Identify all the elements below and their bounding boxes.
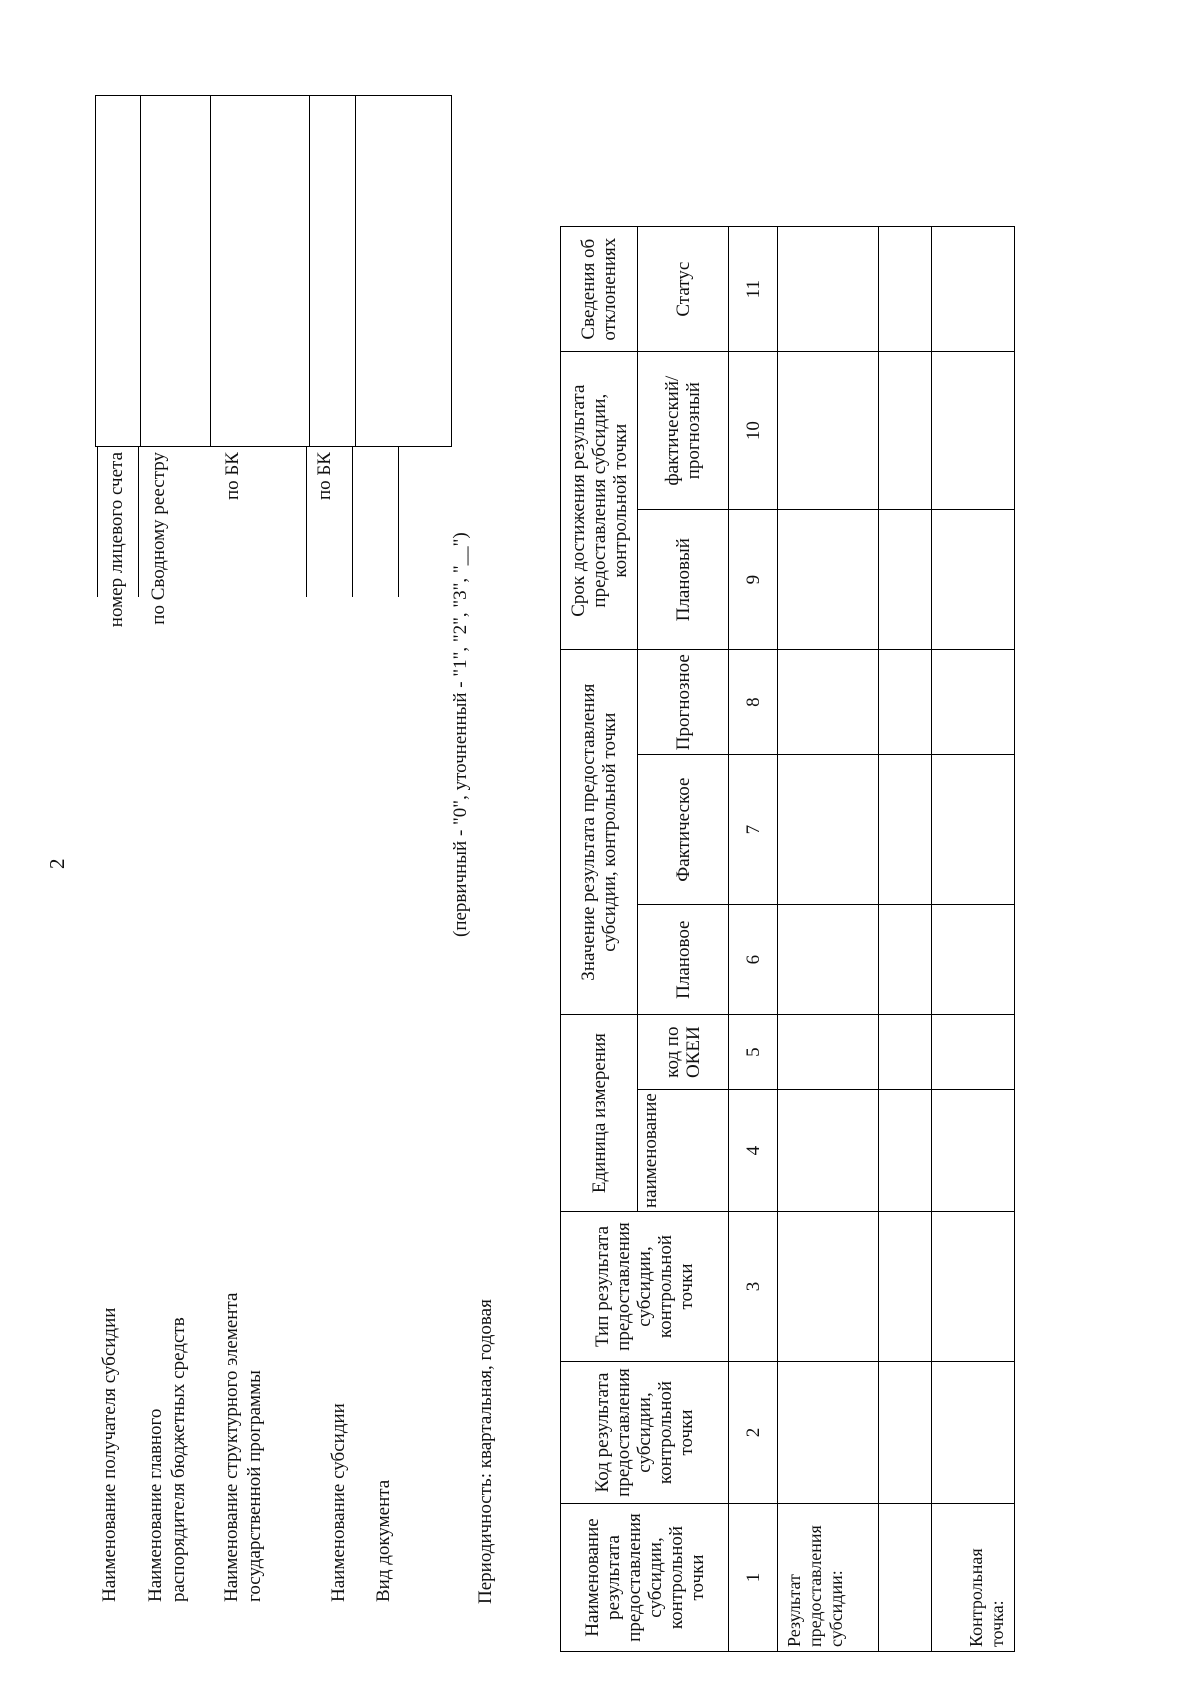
table-cell[interactable] — [778, 905, 879, 1015]
budget-manager-label: Наименование главного распорядителя бюджетных средств — [145, 1317, 189, 1602]
table-cell[interactable] — [879, 905, 932, 1015]
table-cell[interactable] — [778, 650, 879, 755]
table-cell[interactable] — [932, 510, 1015, 650]
doc-type-label: Вид документа — [373, 1479, 394, 1602]
consolidated-registry-label: по Сводному реестру — [148, 452, 169, 625]
code-cell-doc-type — [356, 96, 452, 447]
program-element-line — [306, 447, 307, 597]
table-cell[interactable] — [879, 1504, 932, 1652]
term-plan-header: Плановый — [638, 510, 729, 650]
status-header: Статус — [638, 227, 729, 352]
table-cell[interactable] — [879, 1212, 932, 1362]
value-forecast-header: Прогнозное — [638, 650, 729, 755]
table-cell[interactable] — [879, 650, 932, 755]
table-cell[interactable] — [879, 755, 932, 905]
table-cell[interactable] — [932, 650, 1015, 755]
table-cell[interactable] — [932, 227, 1015, 352]
program-element-label: Наименование структурного элемента государственной программы — [221, 1292, 265, 1602]
codes-box — [95, 95, 452, 447]
control-point-row-label: Контрольная точка: — [932, 1504, 1015, 1652]
table-cell[interactable] — [879, 510, 932, 650]
code-cell-bk-2 — [310, 96, 356, 447]
account-number-label: номер лицевого счета — [106, 452, 127, 628]
table-cell[interactable] — [932, 1015, 1015, 1090]
unit-code-header: код по ОКЕИ — [638, 1015, 729, 1090]
table-cell[interactable] — [932, 755, 1015, 905]
value-fact-header: Фактическое — [638, 755, 729, 905]
col-number: 6 — [729, 905, 778, 1015]
table-cell[interactable] — [932, 352, 1015, 510]
code-cell-account — [96, 96, 141, 447]
table-cell[interactable] — [778, 1090, 879, 1212]
code-cell-bk-1 — [211, 96, 310, 447]
table-cell[interactable] — [879, 1015, 932, 1090]
col-name-header: Наименование результата предоставления субсидии, контрольной точки — [561, 1504, 729, 1652]
periodicity-label: Периодичность: квартальная, годовая — [475, 1299, 496, 1604]
document-variants-note: (первичный - "0", уточненный - "1", "2", "3", "__") — [450, 532, 471, 937]
table-cell[interactable] — [932, 1212, 1015, 1362]
table-cell[interactable] — [778, 227, 879, 352]
subsidy-label: Наименование субсидии — [328, 1403, 349, 1602]
value-group-header: Значение результата предоставления субсидии, контрольной точки — [561, 650, 638, 1015]
code-cell-registry — [141, 96, 211, 447]
table-cell[interactable] — [879, 227, 932, 352]
col-number: 3 — [729, 1212, 778, 1362]
table-cell[interactable] — [932, 905, 1015, 1015]
recipient-line — [97, 447, 98, 597]
table-cell[interactable] — [932, 1362, 1015, 1504]
col-number: 11 — [729, 227, 778, 352]
col-number: 2 — [729, 1362, 778, 1504]
column-numbers-row — [729, 227, 778, 1652]
bk-code-label-1: по БК — [222, 452, 243, 501]
term-group-header: Срок достижения результата предоставления субсидии, контрольной точки — [561, 352, 638, 650]
recipient-label: Наименование получателя субсидии — [99, 1307, 120, 1602]
table-row — [932, 227, 1015, 1652]
page-number: 2 — [45, 858, 69, 869]
col-number: 1 — [729, 1504, 778, 1652]
col-type-header: Тип результата предоставления субсидии, контрольной точки — [561, 1212, 729, 1362]
table-cell[interactable] — [879, 1090, 932, 1212]
result-row-label: Результат предоставления субсидии: — [778, 1504, 879, 1652]
table-cell[interactable] — [778, 1015, 879, 1090]
table-cell[interactable] — [778, 352, 879, 510]
table-cell[interactable] — [879, 1362, 932, 1504]
value-plan-header: Плановое — [638, 905, 729, 1015]
table-cell[interactable] — [778, 1362, 879, 1504]
table-cell[interactable] — [778, 755, 879, 905]
col-number: 9 — [729, 510, 778, 650]
unit-group-header: Единица измерения — [561, 1015, 638, 1212]
budget-manager-line — [138, 447, 139, 597]
col-number: 10 — [729, 352, 778, 510]
doc-type-line — [398, 447, 399, 597]
table-row — [879, 227, 932, 1652]
table-row — [778, 227, 879, 1652]
table-cell[interactable] — [879, 352, 932, 510]
col-number: 8 — [729, 650, 778, 755]
deviations-header: Сведения об отклонениях — [561, 227, 638, 352]
col-number: 5 — [729, 1015, 778, 1090]
subsidy-line — [352, 447, 353, 597]
table-cell[interactable] — [932, 1090, 1015, 1212]
term-fact-header: фактический/ прогнозный — [638, 352, 729, 510]
col-number: 7 — [729, 755, 778, 905]
results-table — [560, 226, 1015, 1652]
table-cell[interactable] — [778, 510, 879, 650]
unit-name-header: наименование — [638, 1090, 729, 1212]
bk-code-label-2: по БК — [314, 452, 335, 501]
col-number: 4 — [729, 1090, 778, 1212]
table-cell[interactable] — [778, 1212, 879, 1362]
col-code-header: Код результата предоставления субсидии, контрольной точки — [561, 1362, 729, 1504]
